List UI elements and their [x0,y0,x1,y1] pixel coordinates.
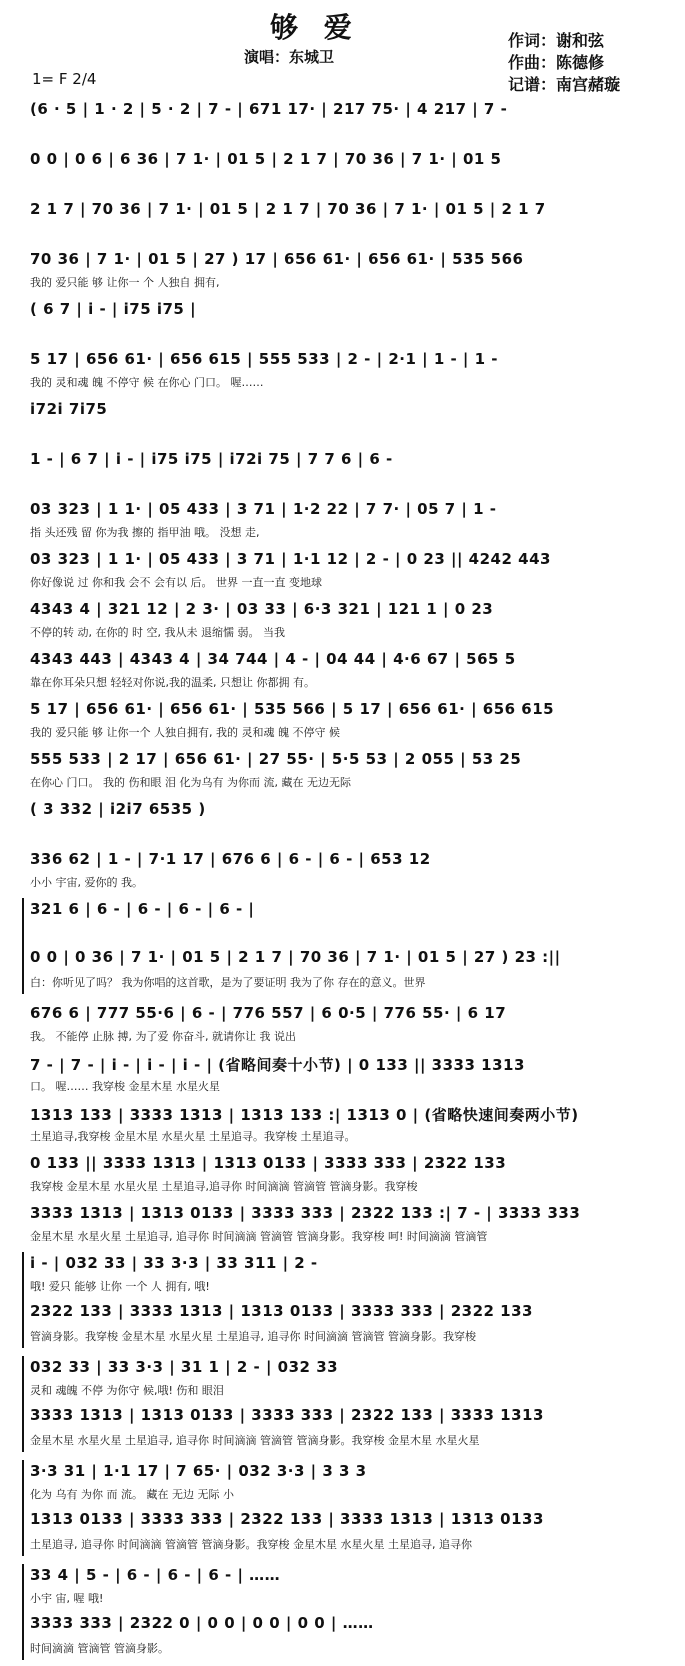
score-line [0,246,685,296]
lyrics-text: 土星追寻,我穿梭 金星木星 水星火星 土星追寻。我穿梭 土星追寻。 [30,1130,356,1143]
score-line [0,546,685,596]
score-line [0,1050,685,1100]
score-line [0,296,685,346]
lyrics-text: 不停的转 动, 在你的 时 空, 我从未 退缩懦 弱。 当我 [30,626,285,639]
notation-text: 676 6 | 777 55·6 | 6 - | 776 557 | 6 0·5 | 776 55· | 6 17 [30,1004,507,1022]
score-line [0,646,685,696]
score-line [0,346,685,396]
lyrics-text: 指 头还残 留 你为我 擦的 指甲油 哦。 没想 走, [30,526,260,539]
key-signature: 1= F 2/4 [32,70,97,88]
notation-text: ( 3 332 | i2i7 6535 ) [30,800,206,818]
notation-text: 1 - | 6 7 | i - | i75 i75 | i72i 75 | 7 7 6 | 6 - [30,450,393,468]
lyrics-text: 我穿梭 金星木星 水星火星 土星追寻,追寻你 时间滴滴 管滴管 管滴身影。我穿梭 [30,1180,418,1193]
score-lines [0,96,685,1666]
score-line [0,1200,685,1250]
notation-text: 0 133 || 3333 1313 | 1313 0133 | 3333 333 | 2322 133 [30,1154,507,1172]
score-line [0,1354,685,1458]
score-line [0,1250,685,1354]
score-line [0,796,685,846]
score-line [0,396,685,446]
notation-text-lower: 3333 1313 | 1313 0133 | 3333 333 | 2322 133 | 3333 1313 [30,1406,544,1424]
score-line [0,746,685,796]
notation-text-lower: 3333 333 | 2322 0 | 0 0 | 0 0 | 0 0 | …… [30,1614,374,1632]
notation-text: 7 - | 7 - | i - | i - | i - | (省略间奏十小节) | 0 133 || 3333 1313 [30,1056,525,1074]
notation-text: ( 6 7 | i - | i75 i75 | [30,300,197,318]
score-line [0,846,685,896]
notation-text: 555 533 | 2 17 | 656 61· | 27 55· | 5·5 53 | 2 055 | 53 25 [30,750,522,768]
notation-text: 03 323 | 1 1· | 05 433 | 3 71 | 1·1 12 | 2 - | 0 23 || 4242 443 [30,550,551,568]
notation-text: 336 62 | 1 - | 7·1 17 | 676 6 | 6 - | 6 - | 653 12 [30,850,431,868]
score-line [0,1562,685,1666]
song-title: 够 爱 [270,11,360,44]
score-line [0,596,685,646]
notation-text: i - | 032 33 | 33 3·3 | 33 311 | 2 - [30,1254,318,1272]
lyrics-text: 我的 爱只能 够 让你一 个 人独自 拥有, [30,276,220,289]
notation-text: 2 1 7 | 70 36 | 7 1· | 01 5 | 2 1 7 | 70 36 | 7 1· | 01 5 | 2 1 7 [30,200,546,218]
score-line [0,96,685,146]
notation-text: (6 · 5 | 1 · 2 | 5 · 2 | 7 - | 671 17· | 217 75· | 4 217 | 7 - [30,100,508,118]
notation-text: i72i 7i75 [30,400,108,418]
singer-credit: 演唱：东城卫 [244,48,335,66]
credits-block [508,30,620,96]
lyricist-credit: 作词：谢和弦 [508,31,605,50]
lyrics-text: 小小 宇宙, 爱你的 我。 [30,876,143,889]
composer-credit: 作曲：陈德修 [508,53,605,72]
lyrics-text: 化为 乌有 为你 而 流。 藏在 无边 无际 小 [30,1488,234,1501]
notation-text: 032 33 | 33 3·3 | 31 1 | 2 - | 032 33 [30,1358,339,1376]
score-line [0,1100,685,1150]
score-line [0,496,685,546]
system-brace [22,1460,24,1556]
system-brace [22,1356,24,1452]
notation-text: 0 0 | 0 6 | 6 36 | 7 1· | 01 5 | 2 1 7 | 70 36 | 7 1· | 01 5 [30,150,502,168]
lyrics-text-lower: 金星木星 水星火星 土星追寻, 追寻你 时间滴滴 管滴管 管滴身影。我穿梭 金星木星 水星火星 [30,1434,480,1447]
lyrics-text: 我的 灵和魂 魄 不停守 候 在你心 门口。 喔…… [30,376,264,389]
notation-text: 5 17 | 656 61· | 656 615 | 555 533 | 2 - | 2·1 | 1 - | 1 - [30,350,499,368]
system-brace [22,1564,24,1660]
system-brace [22,898,24,994]
notation-text: 4343 443 | 4343 4 | 34 744 | 4 - | 04 44 | 4·6 67 | 565 5 [30,650,516,668]
score-line [0,146,685,196]
score-line [0,1150,685,1200]
notation-text: 5 17 | 656 61· | 656 61· | 535 566 | 5 17 | 656 61· | 656 615 [30,700,555,718]
score-line [0,896,685,1000]
lyrics-text: 哦! 爱只 能够 让你 一个 人 拥有, 哦! [30,1280,210,1293]
score-line [0,1458,685,1562]
notation-text: 33 4 | 5 - | 6 - | 6 - | 6 - | …… [30,1566,281,1584]
lyrics-text: 金星木星 水星火星 土星追寻, 追寻你 时间滴滴 管滴管 管滴身影。我穿梭 呵! 时间滴滴 管滴管 [30,1230,488,1243]
notation-text: 3333 1313 | 1313 0133 | 3333 333 | 2322 133 :| 7 - | 3333 333 [30,1204,581,1222]
notation-text: 3·3 31 | 1·1 17 | 7 65· | 032 3·3 | 3 3 3 [30,1462,367,1480]
lyrics-text: 你好像说 过 你和我 会不 会有以 后。 世界 一直一直 变地球 [30,576,322,589]
score-line [0,1000,685,1050]
notation-text: 1313 133 | 3333 1313 | 1313 133 :| 1313 0 | (省略快速间奏两小节) [30,1106,579,1124]
score-line [0,196,685,246]
notation-text: 70 36 | 7 1· | 01 5 | 27 ) 17 | 656 61· | 656 61· | 535 566 [30,250,524,268]
notation-text: 321 6 | 6 - | 6 - | 6 - | 6 - | [30,900,255,918]
lyrics-text: 我的 爱只能 够 让你一个 人独自拥有, 我的 灵和魂 魄 不停守 候 [30,726,340,739]
notation-text: 03 323 | 1 1· | 05 433 | 3 71 | 1·2 22 | 7 7· | 05 7 | 1 - [30,500,497,518]
score-line [0,696,685,746]
notation-text-lower: 1313 0133 | 3333 333 | 2322 133 | 3333 1313 | 1313 0133 [30,1510,544,1528]
notation-text-lower: 0 0 | 0 36 | 7 1· | 01 5 | 2 1 7 | 70 36 | 7 1· | 01 5 | 27 ) 23 :|| [30,948,561,966]
system-brace [22,1252,24,1348]
lyrics-text: 我。 不能停 止脉 搏, 为了爱 你奋斗, 就请你让 我 说出 [30,1030,296,1043]
lyrics-text: 靠在你耳朵只想 轻轻对你说,我的温柔, 只想让 你都拥 有。 [30,676,315,689]
score-line [0,446,685,496]
lyrics-text: 灵和 魂魄 不停 为你守 候,哦! 伤和 眼泪 [30,1384,224,1397]
notation-text: 4343 4 | 321 12 | 2 3· | 03 33 | 6·3 321 | 121 1 | 0 23 [30,600,494,618]
lyrics-text: 小宇 宙, 喔 哦! [30,1592,104,1605]
lyrics-text-lower: 管滴身影。我穿梭 金星木星 水星火星 土星追寻, 追寻你 时间滴滴 管滴管 管滴身影。我穿梭 [30,1330,476,1343]
lyrics-text-lower: 时间滴滴 管滴管 管滴身影。 [30,1642,169,1655]
notation-text-lower: 2322 133 | 3333 1313 | 1313 0133 | 3333 333 | 2322 133 [30,1302,533,1320]
lyrics-text: 口。 喔…… 我穿梭 金星木星 水星火星 [30,1080,220,1093]
transcriber-credit: 记谱：南宫赭璇 [508,75,621,94]
lyrics-text: 在你心 门口。 我的 伤和眼 泪 化为乌有 为你而 流, 藏在 无边无际 [30,776,351,789]
lyrics-text-lower: 土星追寻, 追寻你 时间滴滴 管滴管 管滴身影。我穿梭 金星木星 水星火星 土星追寻, 追寻你 [30,1538,472,1551]
lyrics-text-lower: 白：你听见了吗？ 我为你唱的这首歌，是为了要证明 我为了你 存在的意义。世界 [30,976,426,989]
